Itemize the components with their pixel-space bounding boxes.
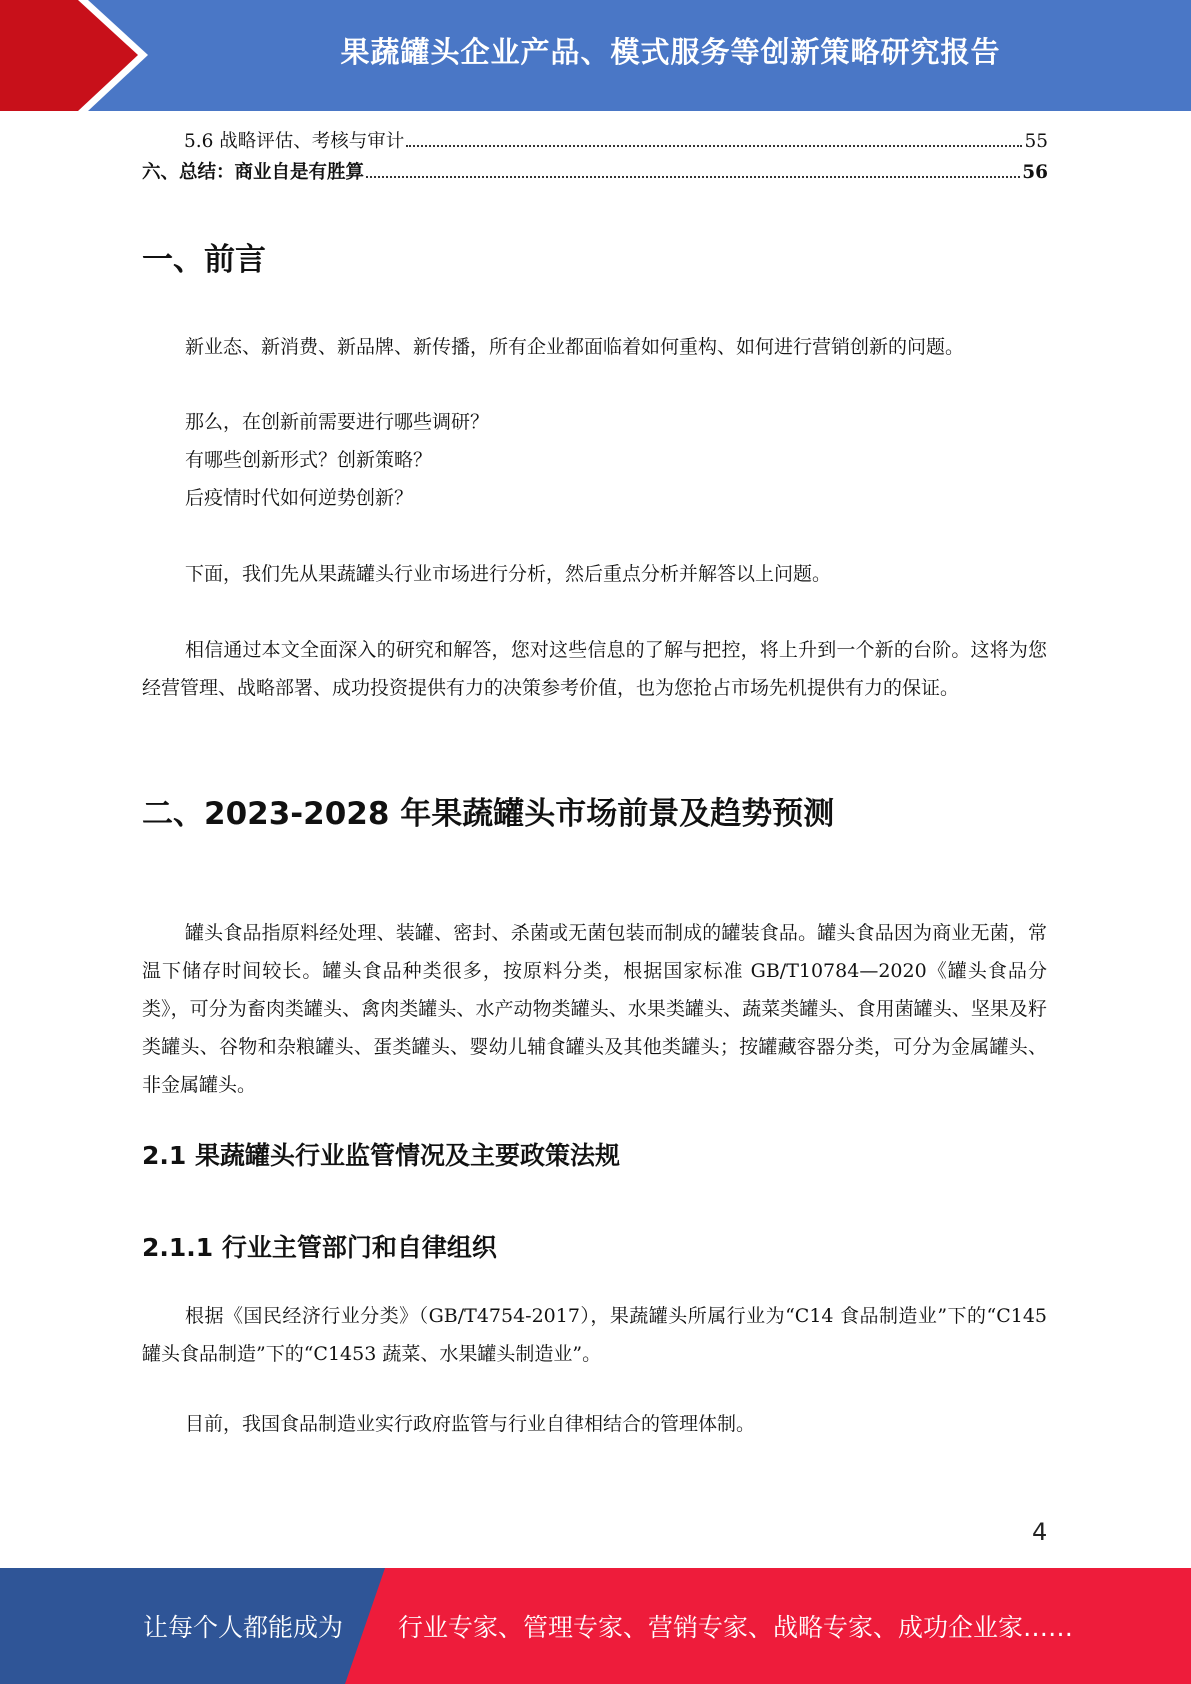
- header-title: 果蔬罐头企业产品、模式服务等创新策略研究报告: [340, 34, 1001, 69]
- paragraph: 目前，我国食品制造业实行政府监管与行业自律相结合的管理体制。: [185, 1413, 756, 1435]
- paragraph: 根据《国民经济行业分类》（GB/T4754-2017），果蔬罐头所属行业为“C14 食品制造业”下的“C145 罐头食品制造”下的“C1453 蔬菜、水果罐头制造业”。: [142, 1305, 1047, 1365]
- question-item: 后疫情时代如何逆势创新？: [185, 487, 414, 509]
- section-heading: 一、前言: [142, 242, 266, 278]
- page-number: 4: [1032, 1518, 1048, 1546]
- paragraph: 下面，我们先从果蔬罐头行业市场进行分析，然后重点分析并解答以上问题。: [185, 563, 832, 585]
- paragraph: 新业态、新消费、新品牌、新传播，所有企业都面临着如何重构、如何进行营销创新的问题。: [185, 336, 965, 358]
- page-footer: [0, 1568, 1191, 1684]
- question-list: [142, 403, 1047, 517]
- toc-entry[interactable]: [142, 127, 1048, 158]
- subsection-heading: 2.1.1 行业主管部门和自律组织: [142, 1233, 497, 1262]
- paragraph: 相信通过本文全面深入的研究和解答，您对这些信息的了解与把控，将上升到一个新的台阶。这将为您经营管理、战略部署、成功投资提供有力的决策参考价值，也为您抢占市场先机提供有力的保证。: [142, 639, 1047, 699]
- toc-leader-dots: [366, 176, 1020, 178]
- page-header: [0, 0, 1191, 111]
- toc-leader-dots: [406, 145, 1022, 147]
- question-item: 那么，在创新前需要进行哪些调研？: [185, 411, 490, 433]
- table-of-contents: [142, 127, 1048, 189]
- toc-entry[interactable]: [142, 158, 1048, 189]
- paragraph: 罐头食品指原料经处理、装罐、密封、杀菌或无菌包装而制成的罐装食品。罐头食品因为商业无菌，常温下储存时间较长。罐头食品种类很多，按原料分类，根据国家标准 GB/T10784—2020《罐头食品分类》，可分为畜肉类罐头、禽肉类罐头、水产动物类罐头、水果类罐头、蔬菜类罐头、食用菌罐头、坚果及籽类罐头、谷物和杂粮罐头、蛋类罐头、婴幼儿辅食罐头及其他类罐头；按罐藏容器分类，可分为金属罐头、非金属罐头。: [142, 922, 1047, 1096]
- toc-entry-text: 5.6 战略评估、考核与审计: [184, 131, 405, 152]
- toc-entry-page: 56: [1022, 162, 1048, 183]
- footer-slogan-left: 让每个人都能成为: [143, 1613, 344, 1642]
- toc-entry-text: 六、总结：商业自是有胜算: [142, 162, 365, 183]
- footer-slogan-right: 行业专家、管理专家、营销专家、战略专家、成功企业家……: [398, 1613, 1074, 1642]
- subsection-heading: 2.1 果蔬罐头行业监管情况及主要政策法规: [142, 1141, 620, 1170]
- section-heading: 二、2023-2028 年果蔬罐头市场前景及趋势预测: [142, 796, 835, 832]
- question-item: 有哪些创新形式？创新策略？: [185, 449, 433, 471]
- toc-entry-page: 55: [1024, 131, 1048, 152]
